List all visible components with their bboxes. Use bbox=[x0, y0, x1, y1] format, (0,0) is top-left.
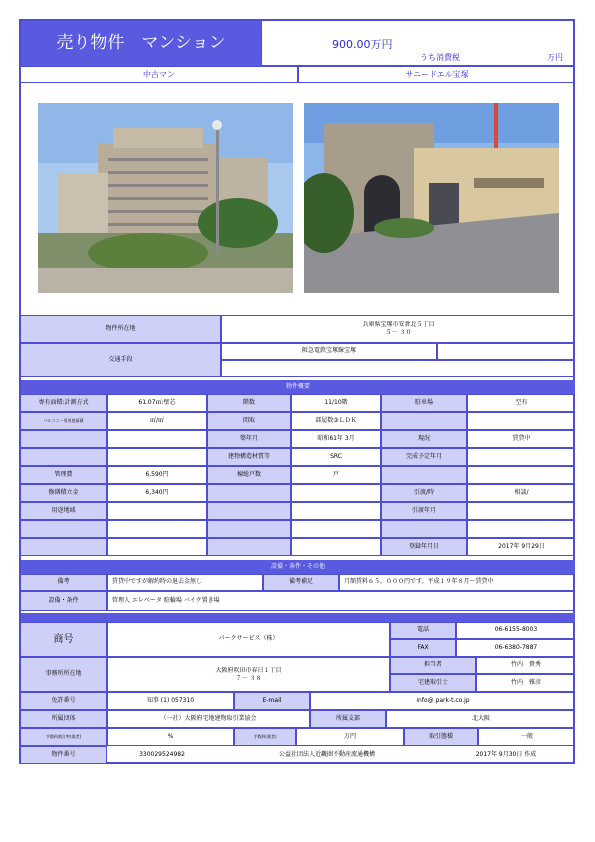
company-divider bbox=[21, 613, 575, 622]
overview-cell-r6-c4: 引渡年月 bbox=[381, 502, 467, 520]
overview-cell-r8-c1 bbox=[107, 538, 207, 556]
location-value bbox=[221, 315, 575, 343]
overview-cell-r6-c1 bbox=[107, 502, 207, 520]
location-line1: 兵庫県宝塚市安倉北５丁目 bbox=[362, 321, 435, 328]
remarks-value: 賃貸中ですが解約時の退去金無し bbox=[107, 574, 263, 591]
office-line1: 大阪府吹田市春日１丁目 bbox=[215, 667, 282, 674]
overview-cell-r2-c5: 賃貸中 bbox=[467, 430, 575, 448]
license-value: 知事 (1) 057310 bbox=[107, 692, 234, 710]
category: 中古マン bbox=[21, 66, 298, 83]
overview-cell-r2-c3: 昭和61年 3月 bbox=[291, 430, 381, 448]
overview-cell-r3-c5 bbox=[467, 448, 575, 466]
location-label: 物件所在地 bbox=[21, 315, 221, 343]
commission-rate-value: % bbox=[107, 728, 234, 746]
overview-cell-r1-c0: バルコニー専用庭面積 bbox=[21, 412, 107, 430]
overview-cell-r5-c0: 修繕積立金 bbox=[21, 484, 107, 502]
agent-value: 竹内 雅彦 bbox=[476, 674, 575, 692]
overview-cell-r2-c0 bbox=[21, 430, 107, 448]
overview-cell-r7-c0 bbox=[21, 520, 107, 538]
tax-unit: 万円 bbox=[547, 53, 563, 62]
association-value: （一社）大阪府宅地建物取引業協会 bbox=[107, 710, 310, 728]
overview-cell-r4-c3: 戸 bbox=[291, 466, 381, 484]
email-value[interactable]: info@ park-t.co.jp bbox=[310, 692, 575, 710]
facilities-value: 管理人 エレベータ 駐輪場 バイク置き場 bbox=[107, 591, 575, 611]
trade-name-label: 商号 bbox=[21, 622, 107, 657]
building-name: サニードエル宝塚 bbox=[298, 66, 575, 83]
association-label: 所属団体 bbox=[21, 710, 107, 728]
commission-rate-label: 手数料割合率(業者) bbox=[21, 728, 107, 746]
overview-cell-r1-c3: 部屋数③ＬＤＫ bbox=[291, 412, 381, 430]
tax-label: うち消費税 bbox=[420, 53, 460, 62]
overview-cell-r0-c4: 駐車場 bbox=[381, 394, 467, 412]
overview-cell-r8-c5: 2017年 9月29日 bbox=[467, 538, 575, 556]
overview-cell-r8-c0 bbox=[21, 538, 107, 556]
footer-org: 公益社団法人近畿圏不動産流通機構 bbox=[278, 750, 375, 758]
overview-cell-r0-c0: 専有面積:計測方式 bbox=[21, 394, 107, 412]
overview-cell-r2-c2: 築年月 bbox=[207, 430, 291, 448]
branch-value: 北大阪 bbox=[386, 710, 575, 728]
page-title: 売り物件 マンション bbox=[56, 32, 226, 53]
transport-line1: 阪急電鉄宝塚線宝塚 bbox=[221, 343, 437, 360]
person-label: 担当者 bbox=[390, 657, 476, 674]
overview-cell-r5-c3 bbox=[291, 484, 381, 502]
overview-cell-r6-c2 bbox=[207, 502, 291, 520]
overview-cell-r7-c3 bbox=[291, 520, 381, 538]
remarks-supp-value: 月額賃料６５，０００円です。平成１９年８月～賃貸中 bbox=[339, 574, 575, 591]
overview-cell-r4-c1: 6,590円 bbox=[107, 466, 207, 484]
created-date: 2017年 9月30日 作成 bbox=[475, 750, 537, 758]
price-box bbox=[261, 21, 575, 66]
property-no-value: 330029524982 bbox=[139, 750, 185, 758]
overview-cell-r5-c1: 6,340円 bbox=[107, 484, 207, 502]
overview-cell-r5-c5: 相談/ bbox=[467, 484, 575, 502]
tel-label: 電話 bbox=[390, 622, 456, 639]
overview-cell-r7-c2 bbox=[207, 520, 291, 538]
commission-amount-value: 万円 bbox=[296, 728, 404, 746]
overview-cell-r3-c3: SRC bbox=[291, 448, 381, 466]
trade-name: パークサービス（株） bbox=[107, 622, 390, 657]
overview-cell-r5-c4: 引渡/時 bbox=[381, 484, 467, 502]
email-label: E-mail bbox=[234, 692, 310, 710]
branch-label: 所属支部 bbox=[310, 710, 386, 728]
transport-extra-1 bbox=[437, 343, 575, 360]
fax-label: FAX bbox=[390, 639, 456, 657]
overview-cell-r4-c5 bbox=[467, 466, 575, 484]
overview-cell-r8-c2 bbox=[207, 538, 291, 556]
photo-building-entrance bbox=[304, 103, 559, 293]
overview-cell-r3-c0 bbox=[21, 448, 107, 466]
conditions-heading: 設備・条件・その他 bbox=[21, 560, 575, 574]
overview-cell-r5-c2 bbox=[207, 484, 291, 502]
transaction-label: 取引態様 bbox=[404, 728, 478, 746]
title-banner bbox=[21, 21, 261, 66]
price-value: 900.00万円 bbox=[332, 38, 393, 51]
overview-cell-r0-c3: 11/10階 bbox=[291, 394, 381, 412]
overview-cell-r0-c5: 空有 bbox=[467, 394, 575, 412]
facilities-label: 設備・条件 bbox=[21, 591, 107, 611]
overview-cell-r3-c2: 建物構造材質等 bbox=[207, 448, 291, 466]
overview-cell-r1-c5 bbox=[467, 412, 575, 430]
remarks-supp-label: 備考補足 bbox=[263, 574, 339, 591]
overview-cell-r0-c2: 階数 bbox=[207, 394, 291, 412]
overview-cell-r8-c4: 登録年月日 bbox=[381, 538, 467, 556]
photo-building-exterior bbox=[38, 103, 293, 293]
transport-extra-2 bbox=[221, 360, 575, 377]
transport-label: 交通手段 bbox=[21, 343, 221, 377]
overview-cell-r7-c1 bbox=[107, 520, 207, 538]
overview-grid bbox=[21, 394, 575, 556]
overview-cell-r4-c2: 棟総戸数 bbox=[207, 466, 291, 484]
overview-cell-r6-c3 bbox=[291, 502, 381, 520]
overview-cell-r2-c4: 現況 bbox=[381, 430, 467, 448]
person-value: 竹内 貴秀 bbox=[476, 657, 575, 674]
remarks-label: 備考 bbox=[21, 574, 107, 591]
property-no-label: 物件番号 bbox=[21, 746, 107, 764]
tel-value: 06-6155-8003 bbox=[456, 622, 575, 639]
commission-amount-label: 手数料(業者) bbox=[234, 728, 296, 746]
overview-cell-r1-c1: ㎡/㎡ bbox=[107, 412, 207, 430]
office-label: 事務所所在地 bbox=[21, 657, 107, 692]
agent-label: 宅建取引士 bbox=[390, 674, 476, 692]
overview-cell-r6-c5 bbox=[467, 502, 575, 520]
transaction-value: 一般 bbox=[478, 728, 575, 746]
license-label: 免許番号 bbox=[21, 692, 107, 710]
overview-cell-r8-c3 bbox=[291, 538, 381, 556]
overview-cell-r1-c4 bbox=[381, 412, 467, 430]
fax-value: 06-6380-7887 bbox=[456, 639, 575, 657]
overview-cell-r6-c0: 用途地域 bbox=[21, 502, 107, 520]
overview-cell-r2-c1 bbox=[107, 430, 207, 448]
overview-cell-r3-c1 bbox=[107, 448, 207, 466]
overview-cell-r7-c5 bbox=[467, 520, 575, 538]
overview-cell-r0-c1: 61.07㎡:壁芯 bbox=[107, 394, 207, 412]
overview-cell-r4-c0: 管理費 bbox=[21, 466, 107, 484]
overview-cell-r1-c2: 間取 bbox=[207, 412, 291, 430]
office-address bbox=[107, 657, 390, 692]
location-line2: ５－ ３０ bbox=[385, 329, 412, 336]
overview-cell-r3-c4: 完成予定年月 bbox=[381, 448, 467, 466]
property-sheet bbox=[19, 19, 575, 764]
overview-cell-r4-c4 bbox=[381, 466, 467, 484]
overview-heading: 物件概要 bbox=[21, 380, 575, 394]
office-line2: ７－ ３８ bbox=[235, 675, 262, 682]
overview-cell-r7-c4 bbox=[381, 520, 467, 538]
